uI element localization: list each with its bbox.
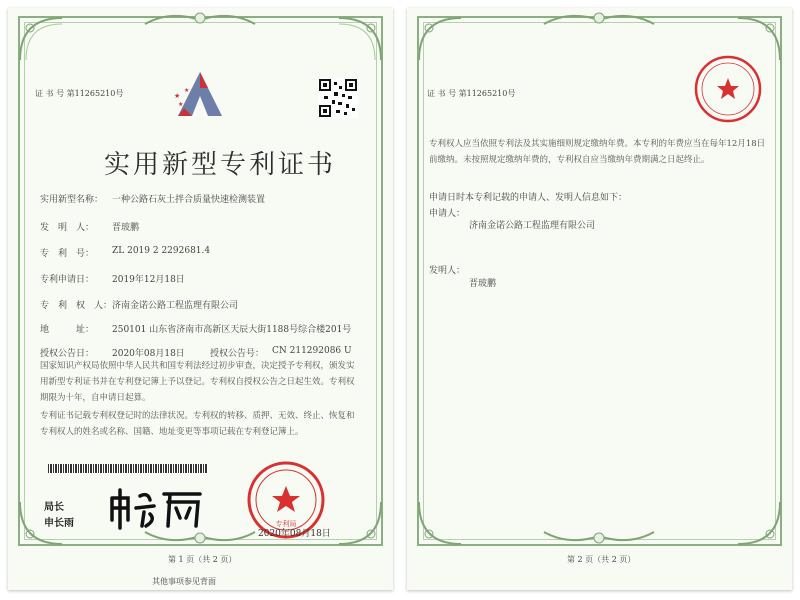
legal-status-paragraph: 专利证书记载专利权登记时的法律状况。专利权的转移、质押、无效、终止、恢复和专利权人的姓名或名称、国籍、地址变更等事项记载在专利登记簿上。 [40, 411, 355, 437]
field-label-address: 地 址： [40, 325, 95, 335]
field-label-patentee: 专 利 权 人： [40, 301, 113, 311]
svg-text:专利局: 专利局 [275, 520, 297, 528]
certificate-number: 证 书 号 第11265210号 [35, 89, 124, 98]
seal-date: 2020年08月18日 [258, 529, 331, 539]
field-value-grant-no: CN 211292086 U [272, 346, 352, 356]
bottom-ornament-icon [539, 526, 659, 548]
certificate-title: 实用新型专利证书 [104, 150, 337, 180]
annual-fee-paragraph: 专利权人应当依照专利法及其实施细则规定缴纳年费。本专利的年费应当在每年12月18日前缴纳。未按照规定缴纳年费的，专利权自应当缴纳年费期满之日起终止。 [429, 139, 766, 165]
field-value-grant-date: 2020年08月18日 [112, 349, 185, 359]
svg-text:★: ★ [178, 101, 184, 108]
inventor-label: 发明人： [429, 266, 466, 276]
patent-seal-icon [693, 54, 763, 124]
field-label-inventor: 发 明 人： [40, 223, 95, 233]
corner-ornament-icon [734, 498, 784, 548]
qr-code-icon [318, 78, 358, 118]
applicant-value: 济南金诺公路工程监理有限公司 [469, 221, 596, 231]
grant-statement-paragraph: 国家知识产权局依照中华人民共和国专利法经过初步审查，决定授予专利权，颁发实用新型专利证书并在专利登记簿上予以登记。专利权自授权公告之日起生效。专利权期限为十年，自申请日起算。 [40, 361, 355, 403]
certificate-front-page [8, 8, 393, 590]
field-value-inventor: 晋玻鹏 [112, 223, 140, 233]
field-label-name: 实用新型名称： [40, 195, 104, 205]
applicant-info-heading: 申请日时本专利记载的申请人、发明人信息如下： [429, 193, 628, 203]
field-value-patentee: 济南金诺公路工程监理有限公司 [112, 301, 239, 311]
page-number: 第 1 页（共 2 页） [168, 555, 237, 564]
director-sub-label: 申长雨 [44, 518, 74, 529]
field-value-filing-date: 2019年12月18日 [112, 275, 185, 285]
corner-ornament-icon [335, 498, 385, 548]
svg-text:★: ★ [174, 92, 181, 100]
field-label-patent-no: 专 利 号： [40, 249, 95, 259]
applicant-label: 申请人： [429, 209, 466, 219]
inventor-value: 晋玻鹏 [469, 279, 497, 289]
field-value-name: 一种公路石灰土拌合质量快速检测装置 [112, 195, 266, 205]
top-ornament-icon [539, 8, 659, 30]
field-value-patent-no: ZL 2019 2 2292681.4 [112, 246, 211, 256]
corner-ornament-icon [415, 14, 465, 64]
corner-ornament-icon [415, 498, 465, 548]
page-number: 第 2 页（共 2 页） [567, 555, 636, 564]
field-value-address: 250101 山东省济南市高新区天辰大街1188号综合楼201号 [112, 325, 352, 335]
signature-icon [106, 486, 206, 532]
svg-text:★: ★ [184, 87, 190, 94]
certificate-back-page [407, 8, 792, 590]
footer-note: 其他事项参见背面 [152, 577, 216, 586]
field-label-grant-no: 授权公告号： [210, 349, 265, 359]
certificate-number: 证 书 号 第11265210号 [427, 89, 516, 98]
patent-office-logo-icon [170, 68, 230, 120]
field-label-filing-date: 专利申请日： [40, 275, 95, 285]
corner-ornament-icon [16, 14, 66, 64]
top-ornament-icon [140, 8, 260, 30]
barcode-icon [48, 464, 208, 473]
corner-ornament-icon [335, 14, 385, 64]
director-label: 局长 [44, 502, 64, 513]
field-label-grant-date: 授权公告日： [40, 349, 95, 359]
